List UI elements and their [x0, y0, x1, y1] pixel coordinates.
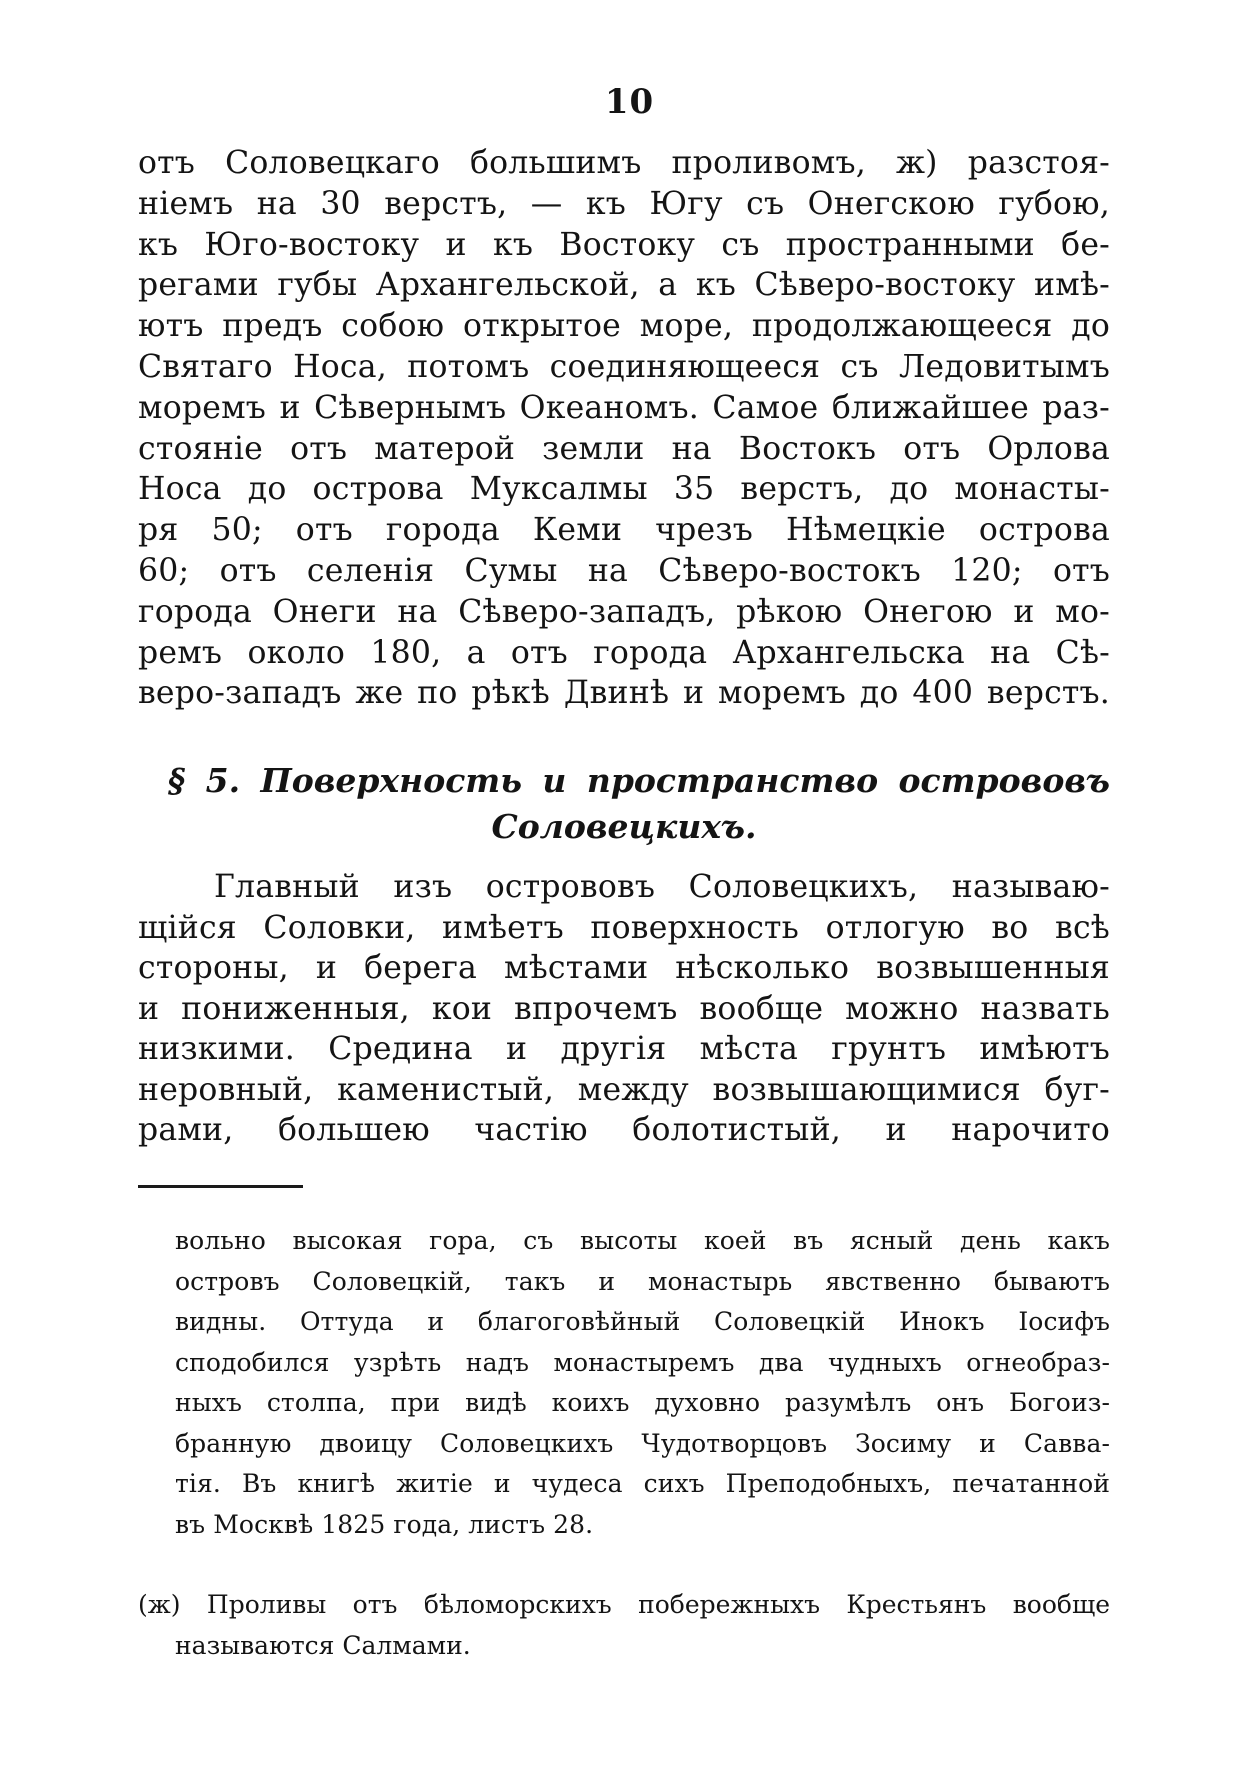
body-text-continuation — [138, 143, 1110, 714]
text-line: регами губы Архангельской, а къ Сѣверо-востоку имѣ- — [138, 267, 1110, 304]
text-line: къ Юго-востоку и къ Востоку съ пространными бе- — [138, 226, 1110, 263]
text-line: рами, большею частію болотистый, и нарочито — [138, 1112, 1110, 1148]
text-line: ремъ около 180, а отъ города Архангельска на Сѣ- — [138, 634, 1110, 671]
footnote-line: ныхъ столпа, при видѣ коихъ духовно разумѣлъ онъ Богоиз- — [175, 1388, 1110, 1417]
footnote-line: тія. Въ книгѣ житіе и чудеса сихъ Преподобныхъ, печатанной — [175, 1469, 1110, 1498]
text-line: отъ Соловецкаго большимъ проливомъ, ж) разстоя- — [138, 145, 1110, 181]
text-line: ря 50; отъ города Кеми чрезъ Нѣмецкіе острова — [138, 512, 1110, 549]
text-line: ютъ предъ собою открытое море, продолжающееся до — [138, 308, 1110, 345]
footnote-line: называются Салмами. — [175, 1631, 471, 1660]
footnote-continuation — [175, 1221, 1110, 1545]
text-line: Носа до острова Муксалмы 35 верстъ, до монасты- — [138, 471, 1110, 508]
text-line: стороны, и берега мѣстами нѣсколько возвышенныя — [138, 950, 1110, 986]
text-line: низкими. Средина и другія мѣста грунтъ имѣютъ — [138, 1031, 1110, 1067]
text-line: щійся Соловки, имѣетъ поверхность отлогую во всѣ — [138, 909, 1110, 946]
text-line: ніемъ на 30 верстъ, — къ Югу съ Онегскою губою, — [138, 185, 1110, 222]
text-line: неровный, каменистый, между возвышающимися буг- — [138, 1071, 1110, 1108]
footnote-line: видны. Оттуда и благоговѣйный Соловецкій Инокъ Іосифъ — [175, 1307, 1110, 1336]
text-line: Святаго Носа, потомъ соединяющееся съ Ледовитымъ — [138, 348, 1110, 385]
footnote-line: вольно высокая гора, съ высоты коей въ ясный день какъ — [175, 1226, 1110, 1255]
text-line: моремъ и Сѣвернымъ Океаномъ. Самое ближайшее раз- — [138, 389, 1110, 426]
section-heading-line-2: Соловецкихъ. — [491, 807, 757, 846]
footnote-line: въ Москвѣ 1825 года, листъ 28. — [175, 1509, 594, 1539]
text-line: Главный изъ острововъ Соловецкихъ, называю- — [214, 869, 1110, 905]
section-heading-line-1: § 5. Поверхность и пространство острововъ — [168, 761, 1110, 800]
footnote-line: сподобился узрѣть надъ монастыремъ два чудныхъ огнеобраз- — [175, 1347, 1110, 1377]
section-paragraph — [138, 867, 1110, 1151]
text-line: веро-западъ же по рѣкѣ Двинѣ и моремъ до 400 верстъ. — [138, 675, 1110, 712]
text-line: стояніе отъ матерой земли на Востокъ отъ Орлова — [138, 430, 1110, 467]
footnote-line: бранную двоицу Соловецкихъ Чудотворцовъ Зосиму и Савва- — [175, 1428, 1110, 1458]
footnote-line: (ж) Проливы отъ бѣломорскихъ побережныхъ Крестьянъ вообще — [138, 1590, 1110, 1619]
page-number: 10 — [604, 82, 655, 122]
text-line: 60; отъ селенія Сумы на Сѣверо-востокъ 120; отъ — [138, 552, 1110, 589]
footnote-zh — [138, 1584, 1110, 1666]
footnote-line: островъ Соловецкій, такъ и монастырь явственно бываютъ — [175, 1266, 1110, 1296]
text-line: города Онеги на Сѣверо-западъ, рѣкою Онегою и мо- — [138, 593, 1110, 630]
text-line: и пониженныя, кои впрочемъ вообще можно назвать — [138, 990, 1110, 1027]
footnote-divider — [138, 1185, 303, 1188]
